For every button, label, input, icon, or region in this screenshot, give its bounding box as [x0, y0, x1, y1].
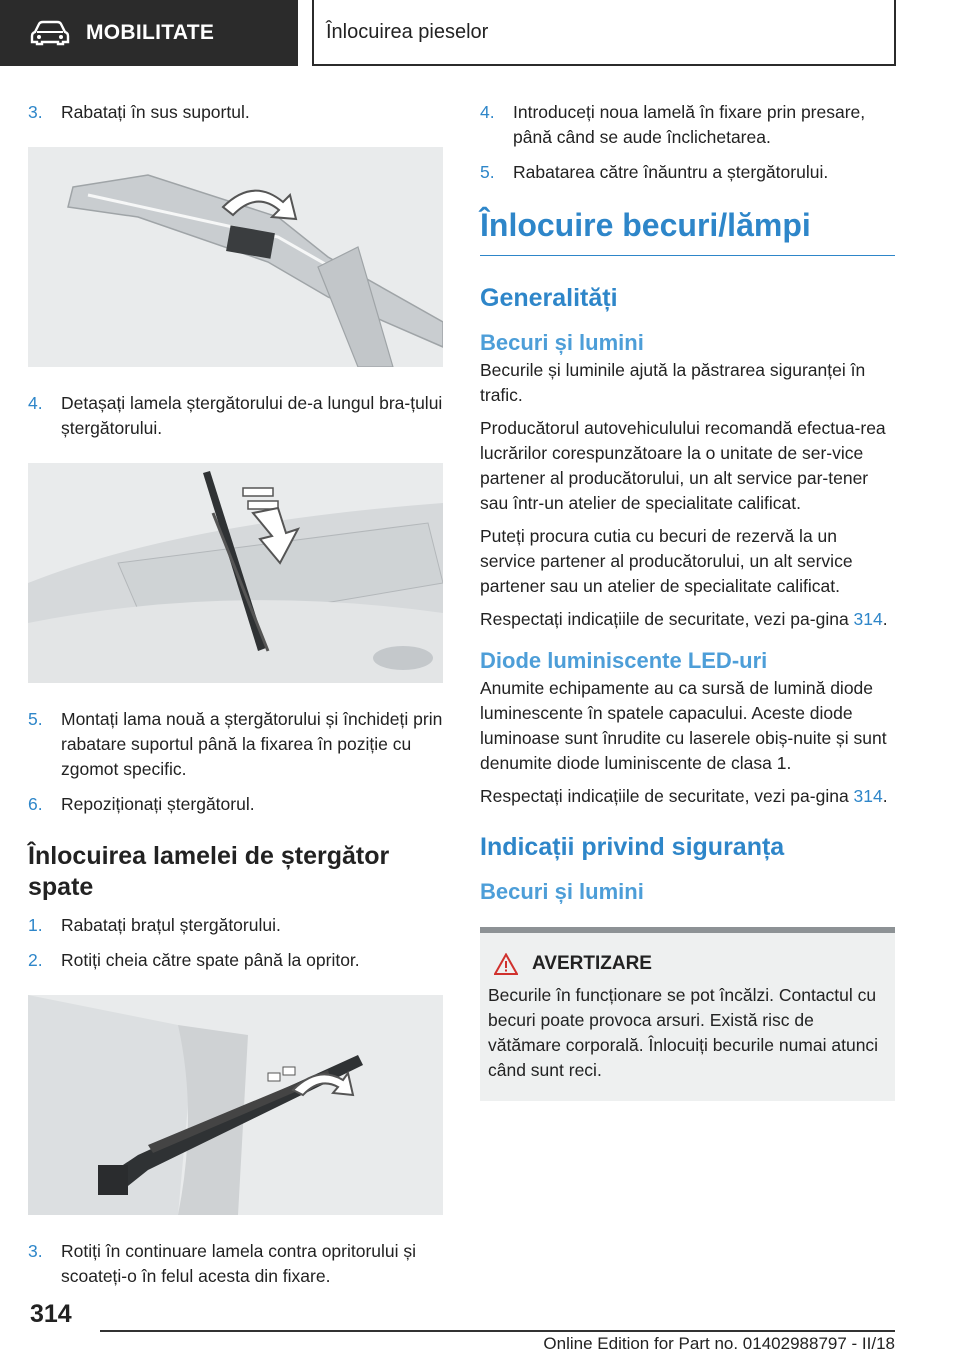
paragraph-safety-ref	[480, 784, 895, 809]
page-link[interactable]: 314	[853, 786, 883, 806]
figure-rear-wiper	[28, 995, 443, 1215]
step-item	[28, 391, 443, 441]
step-text: Rabatarea către înăuntru a ștergătorului.	[513, 162, 829, 182]
step-text: Introduceți noua lamelă în fixare prin presare, până când se aude înclichetarea.	[513, 102, 866, 147]
page-header	[0, 0, 960, 66]
topic-title: Înlocuirea pieselor	[312, 0, 896, 66]
section-heading-general: Generalități	[480, 284, 618, 312]
step-number: 4.	[28, 393, 43, 413]
step-number: 3.	[28, 102, 43, 122]
paragraph: Anumite echipamente au ca sursă de lumină diode luminescente în spatele capacului. Aceste diode luminoase sunt înrudite cu laserele obiș-nuite și sunt denumite diode luminiscente de clasa 1.	[480, 678, 887, 773]
step-item	[480, 160, 895, 185]
step-item	[480, 100, 895, 150]
figure-windshield-wiper	[28, 463, 443, 683]
section-label: MOBILITATE	[86, 21, 215, 44]
step-item	[28, 707, 443, 782]
paragraph-end: .	[882, 609, 888, 629]
warning-title: AVERTIZARE	[532, 953, 652, 974]
step-number: 3.	[28, 1241, 43, 1261]
step-text: Montați lama nouă a ștergătorului și închideți prin rabatare suportul până la fixarea în poziție cu zgomot specific.	[61, 709, 443, 779]
paragraph-text: Respectați indicațiile de securitate, vezi pa-gina	[480, 786, 854, 806]
paragraph: Puteți procura cutia cu becuri de rezervă la un service partener al producătorului, un alt service partener sau un atelier de specialitate calificat.	[480, 526, 853, 596]
paragraph: Producătorul autovehiculului recomandă efectua-rea lucrărilor corespunzătoare la o unitate de ser-vice partener al producătorului, un alt service par-tener sau într-un atelier de specialitate calificat.	[480, 418, 886, 513]
step-item	[28, 913, 443, 938]
chapter-heading: Înlocuire becuri/lămpi	[480, 205, 895, 256]
subheading-led: Diode luminiscente LED-uri	[480, 648, 768, 673]
windshield-wiper-illustration	[28, 463, 443, 683]
paragraph-text: Respectați indicațiile de securitate, vezi pa-gina	[480, 609, 854, 629]
rear-wiper-illustration	[28, 995, 443, 1215]
page-link[interactable]: 314	[853, 609, 883, 629]
section-heading-rear-wiper: Înlocuirea lamelei de ștergător spate	[28, 842, 390, 901]
paragraph: Becurile și luminile ajută la păstrarea siguranței în trafic.	[480, 360, 866, 405]
step-text: Repoziționați ștergătorul.	[61, 794, 255, 814]
wiper-holder-illustration	[28, 147, 443, 367]
section-heading-safety: Indicații privind siguranța	[480, 833, 785, 861]
step-number: 6.	[28, 794, 43, 814]
step-number: 5.	[480, 162, 495, 182]
step-number: 2.	[28, 950, 43, 970]
step-text: Rotiți cheia către spate până la opritor.	[61, 950, 360, 970]
car-icon	[30, 20, 70, 46]
edition-note: Online Edition for Part no. 01402988797 - II/18	[543, 1334, 895, 1353]
step-text: Rotiți în continuare lamela contra opritorului și scoateți-o în felul acesta din fixare.	[61, 1241, 417, 1286]
paragraph-safety-ref	[480, 607, 895, 632]
figure-wiper-holder	[28, 147, 443, 367]
step-number: 1.	[28, 915, 43, 935]
step-item	[28, 1239, 443, 1289]
step-number: 5.	[28, 709, 43, 729]
subheading-bulbs: Becuri și lumini	[480, 330, 644, 355]
step-number: 4.	[480, 102, 495, 122]
paragraph-end: .	[882, 786, 888, 806]
warning-text: Becurile în funcționare se pot încălzi. Contactul cu becuri poate provoca arsuri. Există risc de vătămare corporală. Înlocuiți becurile numai atunci când sunt reci.	[488, 985, 879, 1080]
step-text: Rabatați în sus suportul.	[61, 102, 250, 122]
step-text: Detașați lamela ștergătorului de-a lungul bra-țului ștergătorului.	[61, 393, 443, 438]
section-tab[interactable]	[0, 0, 298, 66]
step-item	[28, 100, 443, 125]
warning-header	[488, 953, 887, 975]
subheading-bulbs-2: Becuri și lumini	[480, 879, 644, 904]
step-item	[28, 948, 443, 973]
warning-box	[480, 927, 895, 1101]
footer-divider	[100, 1330, 895, 1332]
left-column	[28, 100, 443, 1299]
right-column	[480, 100, 895, 1101]
step-text: Rabatați brațul ștergătorului.	[61, 915, 281, 935]
page-number: 314	[30, 1300, 72, 1328]
warning-triangle-icon	[494, 953, 518, 975]
step-item	[28, 792, 443, 817]
